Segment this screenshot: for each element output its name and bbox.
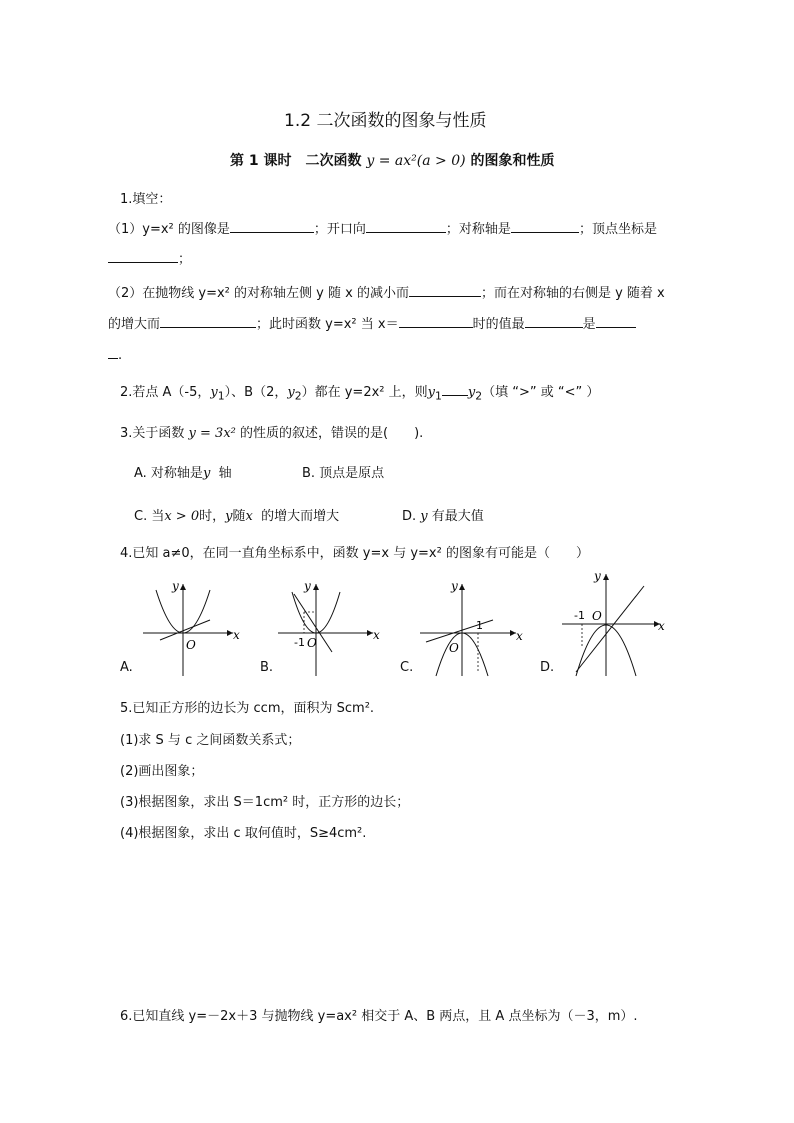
y-axis-label: y	[594, 569, 601, 583]
q3-optC-text-d: 的增大而增大	[261, 509, 340, 524]
y-axis-arrow-icon	[603, 574, 609, 580]
q3-text-b: 的性质的叙述，错误的是( ).	[240, 426, 424, 441]
x-axis-label: x	[233, 628, 240, 642]
q4-graph-b[interactable]	[258, 572, 388, 682]
q6-stem: 6.已知直线 y=－2x＋3 与抛物线 y=ax² 相交于 A、B 两点，且 A 点坐标为（－3，m）.	[120, 1009, 638, 1024]
q2-text-b: ）、B（2，	[224, 385, 288, 400]
q5-sub-2: (2)画出图象；	[120, 764, 204, 779]
q2-sub-1: 1	[217, 389, 225, 403]
q5-stem: 5.已知正方形的边长为 ccm，面积为 Scm².	[120, 701, 375, 716]
y-axis-label: y	[451, 579, 458, 593]
q2-stem	[120, 381, 599, 403]
origin-label: O	[449, 641, 459, 655]
q1-p1-text-e: ；	[178, 252, 192, 267]
q4-option-d-label: D.	[540, 660, 555, 675]
y-axis-label: y	[304, 579, 311, 593]
q2-text-c: ）都在 y=2x² 上，则	[301, 385, 428, 400]
answer-blank[interactable]	[511, 218, 579, 233]
q5-sub-1: (1)求 S 与 c 之间函数关系式；	[120, 733, 301, 748]
q2-cmp-sub-1: 1	[435, 389, 442, 403]
q1-part2-line2	[108, 313, 636, 332]
q1-p2-text-d: ；此时函数 y=x² 当 x＝	[256, 317, 399, 332]
q4-option-c-label: C.	[400, 660, 414, 675]
answer-blank[interactable]	[366, 218, 446, 233]
q4-stem: 4.已知 a≠0，在同一直角坐标系中，函数 y=x 与 y=x² 的图象有可能是（ ）	[120, 546, 589, 561]
q1-part2-line1	[108, 282, 665, 301]
y-axis-label: y	[172, 579, 179, 593]
q1-p1-text-c: ；对称轴是	[445, 222, 511, 237]
answer-blank[interactable]	[409, 282, 481, 297]
x-axis-label: x	[373, 628, 380, 642]
answer-blank[interactable]	[160, 313, 256, 328]
q2-var-y2: y	[287, 385, 295, 400]
origin-label: O	[186, 638, 196, 652]
q3-text-a: 3.关于函数	[120, 426, 185, 441]
lesson-subtitle	[230, 150, 554, 170]
q4-graph-c[interactable]	[398, 572, 528, 682]
subtitle-suffix: 的图象和性质	[470, 153, 555, 169]
q3-formula: y = 3x²	[188, 426, 236, 441]
answer-blank[interactable]	[442, 381, 468, 396]
q3-optD-y: y	[420, 509, 428, 524]
q3-optA-var: y	[202, 466, 211, 481]
q3-optC-y: y	[225, 509, 233, 524]
q4-graph-d[interactable]	[538, 568, 668, 682]
page-title: 1.2 二次函数的图象与性质	[284, 111, 487, 131]
answer-blank[interactable]	[230, 218, 314, 233]
q5-sub-3: (3)根据图象，求出 S＝1cm² 时，正方形的边长；	[120, 795, 410, 810]
q1-p1-text-a: （1）y=x² 的图像是	[108, 222, 230, 237]
q2-var-y1: y	[210, 385, 218, 400]
neg-one-label: -1	[294, 636, 305, 649]
q3-optA-text-a: A. 对称轴是	[134, 466, 203, 481]
q3-optD-text-a: D.	[402, 509, 417, 524]
q2-text-a: 2.若点 A（-5，	[120, 385, 211, 400]
y-axis-arrow-icon	[313, 584, 319, 590]
q4-graph-a[interactable]	[118, 572, 248, 682]
q2-cmp-y1: y	[427, 385, 435, 400]
q1-p2-text-c: 的增大而	[108, 317, 161, 332]
q3-option-d[interactable]	[402, 505, 484, 524]
x-axis-label: x	[658, 619, 665, 633]
q3-stem	[120, 422, 423, 441]
q2-sub-2: 2	[294, 389, 302, 403]
subtitle-formula: y = ax²(a > 0)	[366, 153, 466, 169]
q3-optA-text-b: 轴	[218, 466, 232, 481]
q3-optD-text-b: 有最大值	[431, 509, 484, 524]
q3-optC-x: x	[245, 509, 253, 524]
q1-p2-text-a: （2）在抛物线 y=x² 的对称轴左侧 y 随 x 的减小而	[108, 286, 409, 301]
q3-optC-cond: x > 0	[164, 509, 200, 524]
answer-blank[interactable]	[596, 313, 636, 328]
q3-optC-text-c: 随	[232, 509, 246, 524]
y-axis-arrow-icon	[180, 584, 186, 590]
q2-cmp-y2: y	[467, 385, 476, 400]
one-label: 1	[476, 619, 483, 632]
q1-part2-line3	[108, 344, 122, 363]
q1-p2-text-e: 时的值最	[472, 317, 525, 332]
origin-label: O	[592, 609, 602, 623]
q5-sub-4: (4)根据图象，求出 c 取何值时，S≥4cm².	[120, 826, 367, 841]
q1-part1-line1	[108, 218, 657, 237]
q1-part1-line2	[108, 248, 191, 267]
q1-p1-text-b: ；开口向	[313, 222, 366, 237]
answer-blank[interactable]	[399, 313, 473, 328]
answer-blank[interactable]	[525, 313, 583, 328]
x-axis-label: x	[516, 629, 523, 643]
answer-blank[interactable]	[108, 248, 178, 263]
q2-cmp-sub-2: 2	[475, 389, 483, 403]
q1-p2-text-b: ；而在对称轴的右侧是 y 随着 x	[480, 286, 665, 301]
q3-option-c[interactable]	[134, 505, 339, 524]
origin-label: O	[307, 636, 317, 650]
q3-option-b[interactable]: B. 顶点是原点	[302, 466, 385, 481]
y-axis-arrow-icon	[459, 584, 465, 590]
line-curve	[160, 620, 210, 640]
line-curve	[576, 586, 644, 672]
q3-optC-text-a: C. 当	[134, 509, 165, 524]
subtitle-prefix: 第 1 课时 二次函数	[230, 153, 362, 169]
q1-p1-text-d: ；顶点坐标是	[578, 222, 657, 237]
q1-p2-text-f: 是	[582, 317, 596, 332]
q3-option-a[interactable]	[134, 462, 232, 481]
q3-optC-text-b: 时，	[199, 509, 226, 524]
answer-blank[interactable]	[108, 344, 118, 359]
q2-text-d: （填 “>” 或 “<” ）	[482, 385, 600, 400]
q4-option-a-label: A.	[120, 660, 133, 675]
q1-p2-text-g: .	[118, 348, 123, 363]
neg-one-label: -1	[574, 609, 585, 622]
q1-label: 1.填空：	[120, 192, 172, 207]
q4-option-b-label: B.	[260, 660, 274, 675]
